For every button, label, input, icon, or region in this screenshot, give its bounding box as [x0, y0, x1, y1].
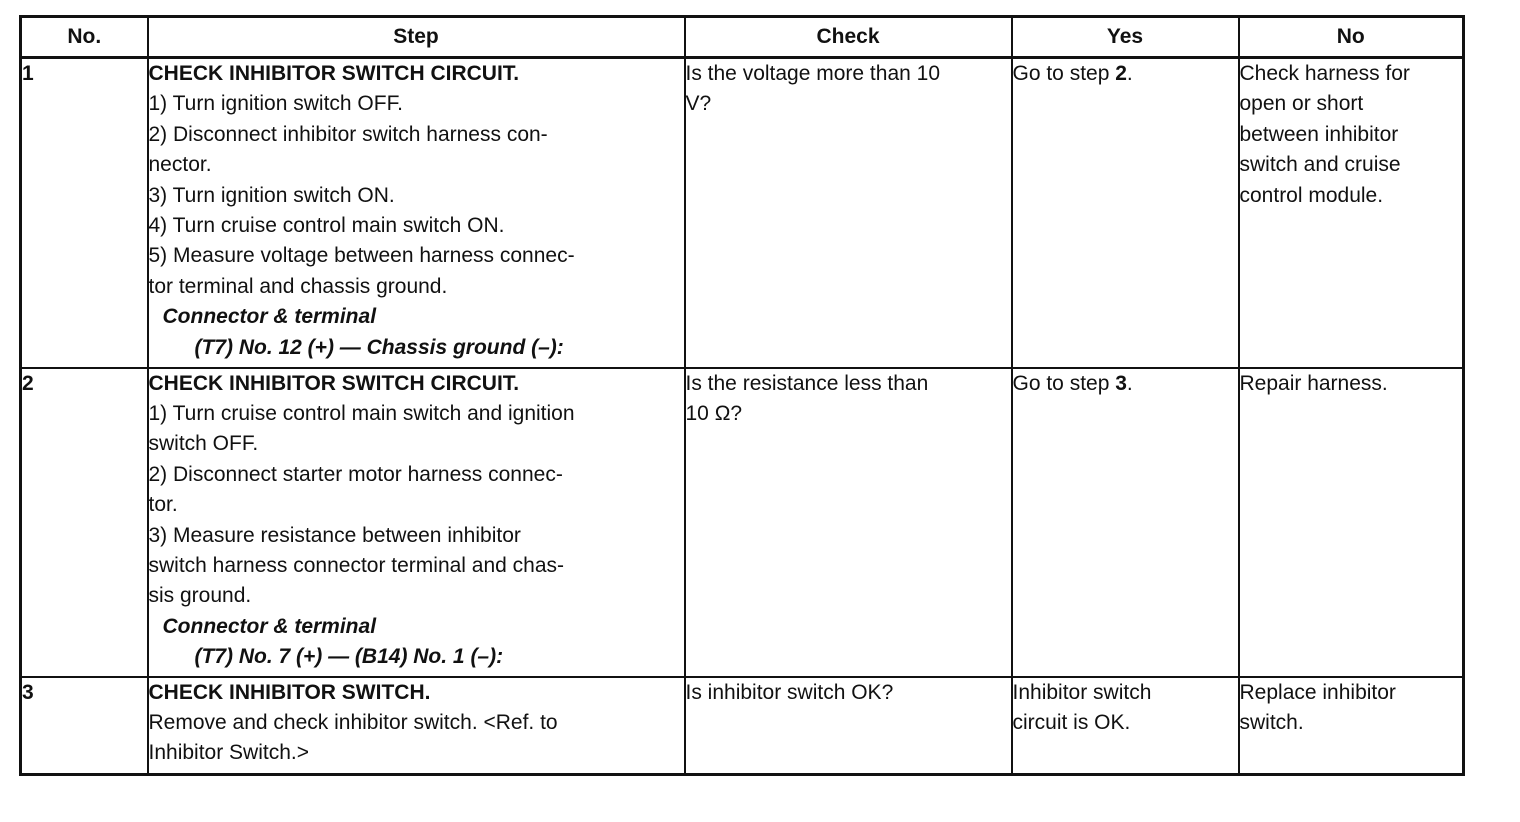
connector-label: Connector & terminal [162, 305, 377, 329]
connector-value: (T7) No. 7 (+) — (B14) No. 1 (–): [194, 645, 504, 669]
step-line: 1) Turn ignition switch OFF. [148, 92, 403, 116]
step-line: sis ground. [148, 584, 252, 608]
step-title: CHECK INHIBITOR SWITCH. [148, 680, 431, 704]
no-cell [1239, 677, 1464, 775]
step-line: 2) Disconnect inhibitor switch harness con- [148, 122, 548, 146]
header-no: No. [21, 17, 148, 58]
step-line: 5) Measure voltage between harness connec- [148, 244, 575, 268]
check-cell [685, 677, 1012, 775]
check-cell [685, 58, 1012, 368]
yes-cell [1012, 58, 1239, 368]
no-line: between inhibitor [1239, 122, 1399, 146]
yes-line: Inhibitor switch [1012, 680, 1152, 704]
yes-suffix: . [1126, 62, 1133, 85]
yes-step-ref: 2 [1115, 62, 1127, 85]
yes-suffix: . [1126, 371, 1133, 395]
step-line: tor terminal and chassis ground. [148, 274, 448, 298]
connector-value: (T7) No. 12 (+) — Chassis ground (–): [194, 335, 564, 359]
step-line: nector. [148, 153, 212, 177]
step-number: 1 [21, 58, 148, 368]
step-number: 2 [21, 368, 148, 677]
step-line: tor. [148, 493, 178, 517]
yes-prefix: Go to step [1012, 62, 1116, 85]
yes-prefix: Go to step [1012, 371, 1116, 395]
yes-cell [1012, 677, 1239, 775]
step-line: 1) Turn cruise control main switch and ignition [148, 401, 575, 425]
check-line: V? [685, 92, 712, 116]
table-row [21, 677, 1464, 775]
step-line: 4) Turn cruise control main switch ON. [148, 214, 505, 238]
check-line: Is inhibitor switch OK? [685, 680, 894, 704]
step-line: switch OFF. [148, 432, 259, 456]
check-line: Is the resistance less than [685, 371, 929, 395]
no-line: switch and cruise [1239, 153, 1401, 177]
no-line: open or short [1239, 92, 1364, 116]
header-yes: Yes [1012, 17, 1239, 58]
no-cell [1239, 368, 1464, 677]
table-row [21, 58, 1464, 368]
header-check: Check [685, 17, 1012, 58]
table-row [21, 368, 1464, 677]
no-line: Replace inhibitor [1239, 680, 1396, 704]
header-row [21, 17, 1464, 58]
header-step: Step [148, 17, 685, 58]
no-line: control module. [1239, 183, 1384, 207]
step-title: CHECK INHIBITOR SWITCH CIRCUIT. [148, 62, 520, 85]
connector-label: Connector & terminal [162, 614, 377, 638]
step-line: Remove and check inhibitor switch. <Ref. to [148, 710, 558, 734]
no-line: switch. [1239, 710, 1304, 734]
step-cell [148, 368, 685, 677]
step-line: Inhibitor Switch.> [148, 741, 309, 765]
check-cell [685, 368, 1012, 677]
step-title: CHECK INHIBITOR SWITCH CIRCUIT. [148, 371, 520, 395]
yes-step-ref: 3 [1115, 371, 1127, 395]
step-line: switch harness connector terminal and chas- [148, 553, 565, 577]
check-line: 10 Ω? [685, 401, 743, 425]
yes-cell [1012, 368, 1239, 677]
header-no-result: No [1239, 17, 1464, 58]
no-cell [1239, 58, 1464, 368]
step-line: 3) Measure resistance between inhibitor [148, 523, 521, 547]
step-line: 2) Disconnect starter motor harness connec- [148, 462, 563, 486]
check-line: Is the voltage more than 10 [685, 62, 940, 85]
no-line: Check harness for [1239, 62, 1410, 85]
step-line: 3) Turn ignition switch ON. [148, 183, 395, 207]
step-number: 3 [21, 677, 148, 775]
no-line: Repair harness. [1239, 371, 1388, 395]
diagnostic-table [19, 15, 1465, 776]
yes-line: circuit is OK. [1012, 710, 1131, 734]
step-cell [148, 677, 685, 775]
step-cell [148, 58, 685, 368]
